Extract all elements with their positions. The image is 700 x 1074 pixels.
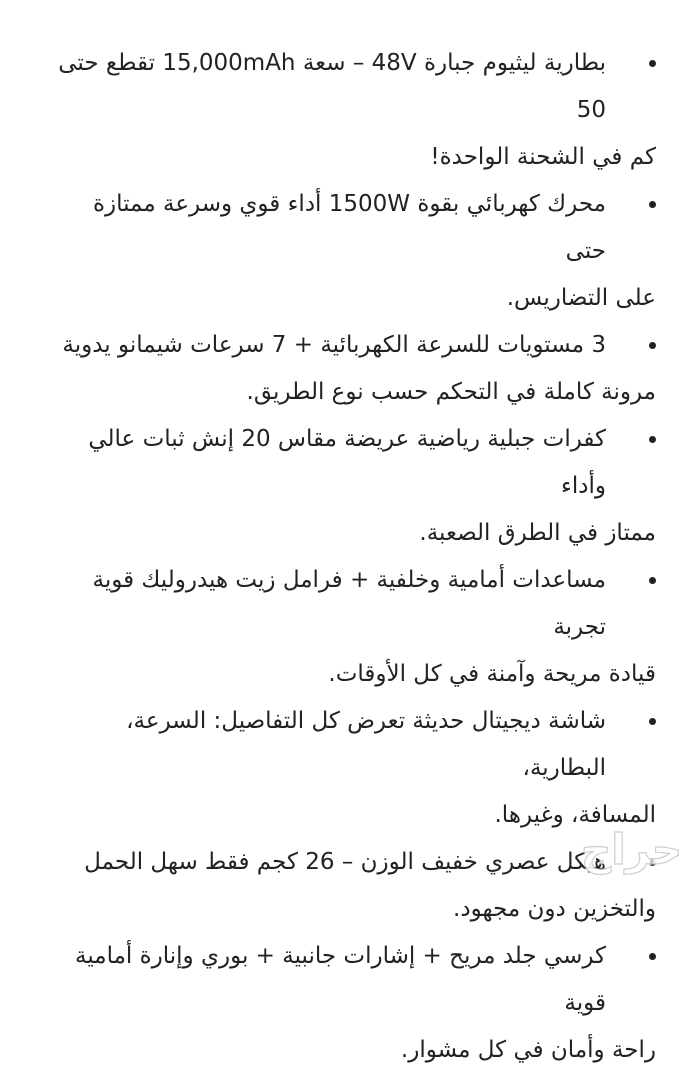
- feature-list: [46, 40, 656, 1074]
- feature-text-line1: مساعدات أمامية وخلفية + فرامل زيت هيدروليك قوية تجربة: [92, 567, 606, 640]
- feature-text-line2: ممتاز في الطرق الصعبة.: [419, 520, 656, 546]
- feature-item-tires: [46, 416, 656, 557]
- feature-text-line2: مرونة كاملة في التحكم حسب نوع الطريق.: [246, 379, 656, 405]
- feature-text-line2: راحة وأمان في كل مشوار.: [400, 1037, 656, 1063]
- feature-item-suspension: [46, 557, 656, 698]
- feature-text-line1: 3 مستويات للسرعة الكهربائية + 7 سرعات شيمانو يدوية: [62, 332, 606, 358]
- feature-text-line1: كرسي جلد مريح + إشارات جانبية + بوري وإنارة أمامية قوية: [74, 943, 606, 1016]
- feature-item-speeds: [46, 322, 656, 416]
- feature-item-seat: [46, 933, 656, 1074]
- bullet-icon: [649, 953, 656, 960]
- feature-item-motor: [46, 181, 656, 322]
- feature-text-line1: كفرات جبلية رياضية عريضة مقاس 20 إنش ثبات عالي وأداء: [88, 426, 606, 499]
- bullet-icon: [649, 60, 656, 67]
- feature-item-display: [46, 698, 656, 839]
- feature-text-line2: على التضاريس.: [506, 285, 656, 311]
- feature-text-line2: قيادة مريحة وآمنة في كل الأوقات.: [328, 661, 656, 687]
- feature-text-line1: هيكل عصري خفيف الوزن – 26 كجم فقط سهل الحمل: [84, 849, 606, 875]
- watermark-text: حراج: [580, 825, 682, 874]
- feature-item-battery: [46, 40, 656, 181]
- bullet-icon: [649, 342, 656, 349]
- bullet-icon: [649, 201, 656, 208]
- feature-text-line1: شاشة ديجيتال حديثة تعرض كل التفاصيل: السرعة، البطارية،: [126, 708, 606, 781]
- feature-text-line1: بطارية ليثيوم جبارة 48V – سعة 15,000mAh تقطع حتى 50: [58, 50, 606, 123]
- haraj-watermark-logo: [536, 820, 686, 876]
- feature-text-line1: محرك كهربائي بقوة 1500W أداء قوي وسرعة ممتازة حتى: [92, 191, 606, 264]
- feature-text-line2: المسافة، وغيرها.: [494, 802, 656, 828]
- bullet-icon: [649, 577, 656, 584]
- bullet-icon: [649, 436, 656, 443]
- feature-text-line2: والتخزين دون مجهود.: [453, 896, 656, 922]
- feature-text-line2: كم في الشحنة الواحدة!: [430, 144, 656, 170]
- bullet-icon: [649, 718, 656, 725]
